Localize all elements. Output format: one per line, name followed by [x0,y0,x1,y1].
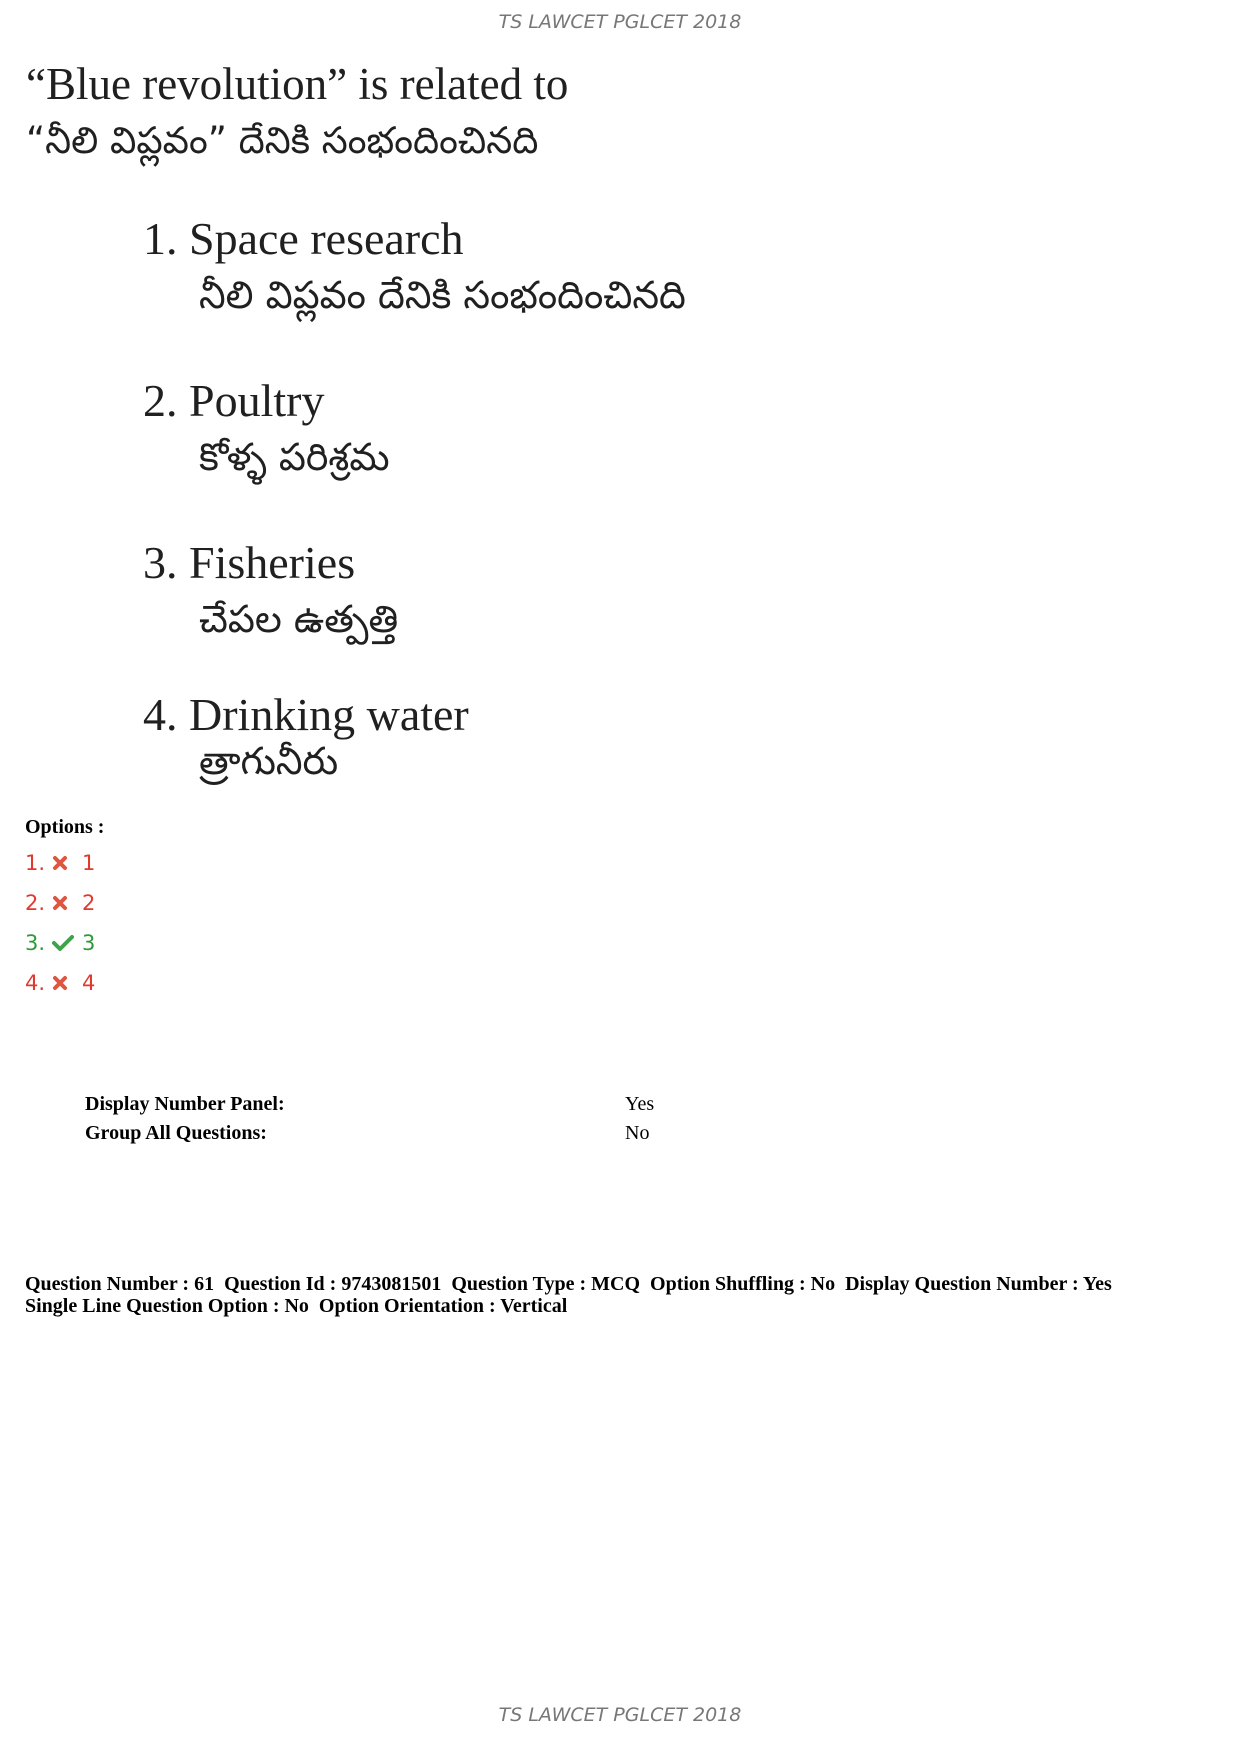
choice-3-english: 3. Fisheries [143,537,356,588]
choice-4-telugu: త్రాగునీరు [199,739,339,783]
question-info [25,1273,1220,1317]
choice-2 [143,375,390,479]
option-1-value: 1 [82,851,96,875]
page-header: TS LAWCET PGLCET 2018 [498,11,742,33]
option-4 [25,968,95,998]
question-text-telugu: “నీలి విప్లవం” దేనికి సంభందించినది [26,119,539,162]
option-3 [25,928,95,958]
choice-1-english: 1. Space research [143,213,464,264]
choice-1 [143,213,686,317]
option-3-number: 3. [25,931,46,955]
option-3-value: 3 [82,931,96,955]
cross-icon [52,855,82,871]
setting-label: Group All Questions: [85,1122,267,1144]
option-1 [25,848,95,878]
option-4-value: 4 [82,971,96,995]
options-label: Options : [25,816,105,838]
setting-label: Display Number Panel: [85,1093,285,1115]
option-2 [25,888,95,918]
setting-value: Yes [625,1093,655,1115]
choice-2-english: 2. Poultry [143,375,325,426]
question-info-line-1: Question Number : 61 Question Id : 9743081501 Question Type : MCQ Option Shuffling : No Display Question Number : Yes [25,1273,1112,1295]
choice-1-telugu: నీలి విప్లవం దేనికి సంభందించినది [199,273,686,317]
choice-4-english: 4. Drinking water [143,689,469,740]
question-image [18,56,898,796]
option-2-number: 2. [25,891,46,915]
choice-3-telugu: చేపల ఉత్పత్తి [199,597,399,641]
question-text-english: “Blue revolution” is related to [26,59,569,109]
option-1-number: 1. [25,851,46,875]
question-info-line-2: Single Line Question Option : No Option Orientation : Vertical [25,1295,568,1317]
option-2-value: 2 [82,891,96,915]
choice-4 [143,689,469,783]
choice-2-telugu: కోళ్ళ పరిశ్రమ [199,435,390,479]
cross-icon [52,975,82,991]
setting-value: No [625,1122,650,1144]
cross-icon [52,895,82,911]
check-icon [52,934,82,952]
option-4-number: 4. [25,971,46,995]
page-footer: TS LAWCET PGLCET 2018 [498,1704,742,1726]
choice-3 [143,537,399,641]
